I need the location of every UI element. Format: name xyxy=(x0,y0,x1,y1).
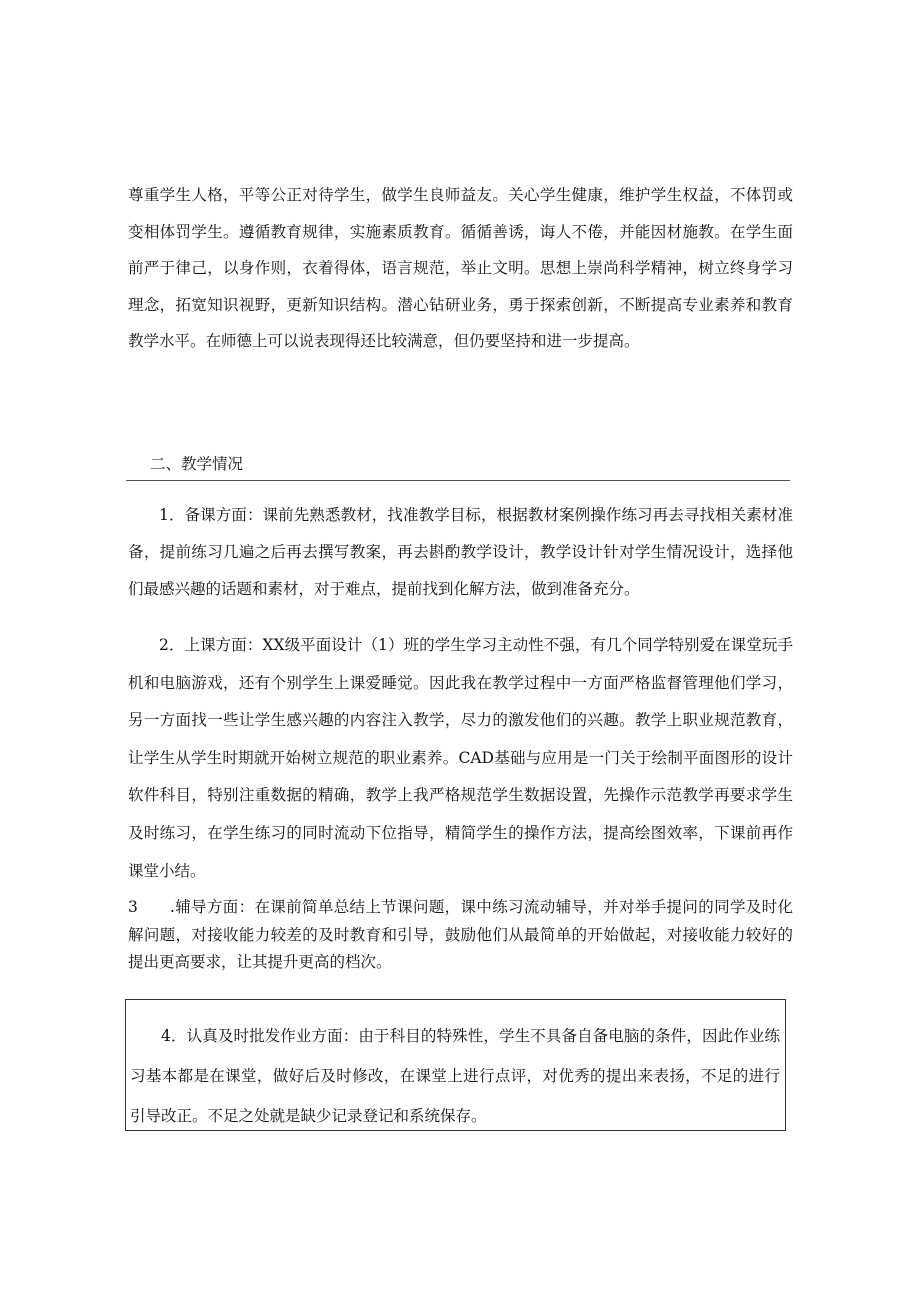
section-heading: 二、教学情况 xyxy=(150,455,244,473)
homework-paragraph: 4．认真及时批发作业方面：由于科目的特殊性，学生不具备自备电脑的条件，因此作业练习基本都是在课堂，做好后及时修改，在课堂上进行点评，对优秀的提出来表扬，不足的进行引导改正。不足之处就是缺少记录登记和系统保存。 xyxy=(130,1027,780,1125)
section-divider xyxy=(126,480,790,481)
tutoring-paragraph: 3 .辅导方面：在课前简单总结上节课问题，课中练习流动辅导，并对举手提问的同学及时化解问题，对接收能力较差的及时教育和引导，鼓励他们从最简单的开始做起，对接收能力较好的提出更高要求，让其提升更高的档次。 xyxy=(128,898,793,971)
homework-box xyxy=(125,999,786,1131)
lesson-prep-paragraph: 1．备课方面：课前先熟悉教材，找准教学目标，根据教材案例操作练习再去寻找相关素材准备，提前练习几遍之后再去撰写教案，再去斟酌教学设计，教学设计针对学生情况设计，选择他们最感兴趣的话题和素材，对于难点，提前找到化解方法，做到准备充分。 xyxy=(128,506,793,599)
teaching-paragraph: 2．上课方面：XX级平面设计（1）班的学生学习主动性不强，有几个同学特别爱在课堂玩手机和电脑游戏，还有个别学生上课爱睡觉。因此我在教学过程中一方面严格监督管理他们学习，另一方面找一些让学生感兴趣的内容注入教学，尽力的激发他们的兴趣。教学上职业规范教育，让学生从学生时期就开始树立规范的职业素养。CAD基础与应用是一门关于绘制平面图形的设计软件科目，特别注重数据的精确，教学上我严格规范学生数据设置，先操作示范教学再要求学生及时练习，在学生练习的同时流动下位指导，精简学生的操作方法，提高绘图效率，下课前再作课堂小结。 xyxy=(128,636,793,880)
intro-paragraph: 尊重学生人格，平等公正对待学生，做学生良师益友。关心学生健康，维护学生权益，不体罚或变相体罚学生。遵循教育规律，实施素质教育。循循善诱，诲人不倦，并能因材施教。在学生面前严于律己，以身作则，衣着得体，语言规范，举止文明。思想上崇尚科学精神，树立终身学习理念，拓宽知识视野，更新知识结构。潜心钻研业务，勇于探索创新，不断提高专业素养和教育教学水平。在师德上可以说表现得还比较满意，但仍要坚持和进一步提高。 xyxy=(128,186,793,351)
